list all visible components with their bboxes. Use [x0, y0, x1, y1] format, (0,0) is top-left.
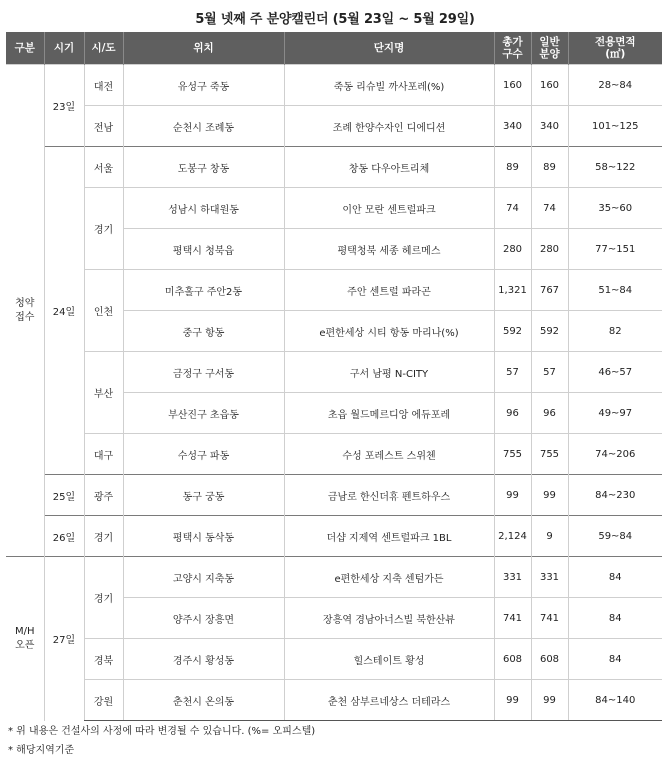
area-cell: 84 — [568, 557, 662, 598]
header-general-units — [531, 32, 568, 65]
total-units-cell: 96 — [494, 393, 531, 434]
complex-cell: 죽동 리슈빌 까사포레(%) — [284, 65, 494, 106]
complex-cell: 수성 포레스트 스위첸 — [284, 434, 494, 475]
region-cell: 경기 — [84, 516, 123, 557]
location-cell: 중구 항동 — [123, 311, 284, 352]
table-row — [6, 352, 662, 393]
total-units-cell: 755 — [494, 434, 531, 475]
location-cell: 평택시 청북읍 — [123, 229, 284, 270]
region-cell: 강원 — [84, 680, 123, 721]
complex-cell: 주안 센트럴 파라곤 — [284, 270, 494, 311]
region-cell: 인천 — [84, 270, 123, 352]
header-total-line1: 총가 — [502, 35, 523, 48]
general-units-cell: 99 — [531, 475, 568, 516]
region-cell: 광주 — [84, 475, 123, 516]
location-cell: 순천시 조례동 — [123, 106, 284, 147]
area-cell: 84 — [568, 598, 662, 639]
page-title: 5월 넷째 주 분양캘린더 (5월 23일 ~ 5월 29일) — [195, 12, 475, 27]
area-cell: 101~125 — [568, 106, 662, 147]
header-general-line2: 분양 — [539, 48, 560, 60]
location-cell: 평택시 동삭동 — [123, 516, 284, 557]
region-cell: 전남 — [84, 106, 123, 147]
location-cell: 도봉구 창동 — [123, 147, 284, 188]
table-row — [6, 188, 662, 229]
location-cell: 고양시 지축동 — [123, 557, 284, 598]
footnote-change-notice: * 위 내용은 건설사의 사정에 따라 변경될 수 있습니다. (%= 오피스텔) — [8, 726, 316, 737]
region-cell: 경기 — [84, 188, 123, 270]
total-units-cell: 74 — [494, 188, 531, 229]
period-cell: 27일 — [44, 557, 84, 721]
area-cell: 82 — [568, 311, 662, 352]
table-header-row — [6, 32, 662, 65]
schedule-table — [6, 32, 662, 721]
general-units-cell: 99 — [531, 680, 568, 721]
table-row — [6, 475, 662, 516]
category-subscription — [6, 65, 44, 557]
table-row — [6, 106, 662, 147]
location-cell: 춘천시 온의동 — [123, 680, 284, 721]
general-units-cell: 592 — [531, 311, 568, 352]
general-units-cell: 160 — [531, 65, 568, 106]
period-cell: 24일 — [44, 147, 84, 475]
period-cell: 25일 — [44, 475, 84, 516]
header-total-units — [494, 32, 531, 65]
header-location: 위치 — [123, 32, 284, 65]
area-cell: 28~84 — [568, 65, 662, 106]
general-units-cell: 767 — [531, 270, 568, 311]
table-row — [6, 680, 662, 721]
header-category: 구분 — [6, 32, 44, 65]
area-cell: 58~122 — [568, 147, 662, 188]
category-mh-line1: M/H — [14, 625, 35, 637]
general-units-cell: 331 — [531, 557, 568, 598]
general-units-cell: 96 — [531, 393, 568, 434]
header-general-line1: 일반 — [539, 35, 560, 48]
table-row — [6, 65, 662, 106]
complex-cell: e편한세상 지축 센텀가든 — [284, 557, 494, 598]
area-cell: 84 — [568, 639, 662, 680]
table-row — [6, 147, 662, 188]
complex-cell: 초읍 월드메르디앙 에듀포레 — [284, 393, 494, 434]
location-cell: 수성구 파동 — [123, 434, 284, 475]
header-complex: 단지명 — [284, 32, 494, 65]
header-period: 시기 — [44, 32, 84, 65]
region-cell: 대구 — [84, 434, 123, 475]
region-cell: 서울 — [84, 147, 123, 188]
area-cell: 74~206 — [568, 434, 662, 475]
table-row — [6, 639, 662, 680]
period-cell: 26일 — [44, 516, 84, 557]
period-cell: 23일 — [44, 65, 84, 147]
footnotes — [8, 722, 315, 760]
location-cell: 양주시 장흥면 — [123, 598, 284, 639]
total-units-cell: 89 — [494, 147, 531, 188]
table-row — [6, 516, 662, 557]
complex-cell: 금남로 한신더휴 펜트하우스 — [284, 475, 494, 516]
area-cell: 46~57 — [568, 352, 662, 393]
location-cell: 성남시 하대원동 — [123, 188, 284, 229]
location-cell: 동구 궁동 — [123, 475, 284, 516]
header-area-line2: (㎡) — [605, 48, 626, 60]
category-subscription-line1: 청약 — [15, 297, 35, 309]
general-units-cell: 9 — [531, 516, 568, 557]
location-cell: 경주시 황성동 — [123, 639, 284, 680]
area-cell: 49~97 — [568, 393, 662, 434]
region-cell: 대전 — [84, 65, 123, 106]
complex-cell: e편한세상 시티 항동 마리나(%) — [284, 311, 494, 352]
general-units-cell: 741 — [531, 598, 568, 639]
complex-cell: 장흥역 경남아너스빌 북한산뷰 — [284, 598, 494, 639]
area-cell: 84~230 — [568, 475, 662, 516]
region-cell: 경북 — [84, 639, 123, 680]
location-cell: 금정구 구서동 — [123, 352, 284, 393]
total-units-cell: 1,321 — [494, 270, 531, 311]
table-row — [6, 557, 662, 598]
total-units-cell: 608 — [494, 639, 531, 680]
general-units-cell: 608 — [531, 639, 568, 680]
general-units-cell: 755 — [531, 434, 568, 475]
footnote-region-basis: * 해당지역기준 — [8, 745, 75, 756]
complex-cell: 춘천 삼부르네상스 더테라스 — [284, 680, 494, 721]
table-row — [6, 270, 662, 311]
category-subscription-line2: 접수 — [15, 311, 35, 323]
header-area — [568, 32, 662, 65]
total-units-cell: 160 — [494, 65, 531, 106]
total-units-cell: 99 — [494, 475, 531, 516]
complex-cell: 힐스테이트 황성 — [284, 639, 494, 680]
complex-cell: 조례 한양수자인 디에디션 — [284, 106, 494, 147]
complex-cell: 구서 남평 N-CITY — [284, 352, 494, 393]
total-units-cell: 280 — [494, 229, 531, 270]
location-cell: 유성구 죽동 — [123, 65, 284, 106]
total-units-cell: 340 — [494, 106, 531, 147]
complex-cell: 이안 모란 센트럴파크 — [284, 188, 494, 229]
area-cell: 77~151 — [568, 229, 662, 270]
total-units-cell: 99 — [494, 680, 531, 721]
header-region: 시/도 — [84, 32, 123, 65]
general-units-cell: 89 — [531, 147, 568, 188]
total-units-cell: 57 — [494, 352, 531, 393]
general-units-cell: 74 — [531, 188, 568, 229]
area-cell: 35~60 — [568, 188, 662, 229]
total-units-cell: 741 — [494, 598, 531, 639]
complex-cell: 평택청북 세종 헤르메스 — [284, 229, 494, 270]
category-mh-open — [6, 557, 44, 721]
general-units-cell: 57 — [531, 352, 568, 393]
header-total-line2: 구수 — [502, 48, 523, 60]
region-cell: 부산 — [84, 352, 123, 434]
total-units-cell: 331 — [494, 557, 531, 598]
complex-cell: 더샵 지제역 센트럴파크 1BL — [284, 516, 494, 557]
general-units-cell: 340 — [531, 106, 568, 147]
complex-cell: 창동 다우아트리체 — [284, 147, 494, 188]
total-units-cell: 592 — [494, 311, 531, 352]
area-cell: 59~84 — [568, 516, 662, 557]
category-mh-line2: 오픈 — [15, 639, 35, 651]
table-row — [6, 434, 662, 475]
location-cell: 부산진구 초읍동 — [123, 393, 284, 434]
location-cell: 미추홀구 주안2동 — [123, 270, 284, 311]
area-cell: 84~140 — [568, 680, 662, 721]
total-units-cell: 2,124 — [494, 516, 531, 557]
header-area-line1: 전용면적 — [594, 35, 636, 48]
region-cell: 경기 — [84, 557, 123, 639]
area-cell: 51~84 — [568, 270, 662, 311]
general-units-cell: 280 — [531, 229, 568, 270]
